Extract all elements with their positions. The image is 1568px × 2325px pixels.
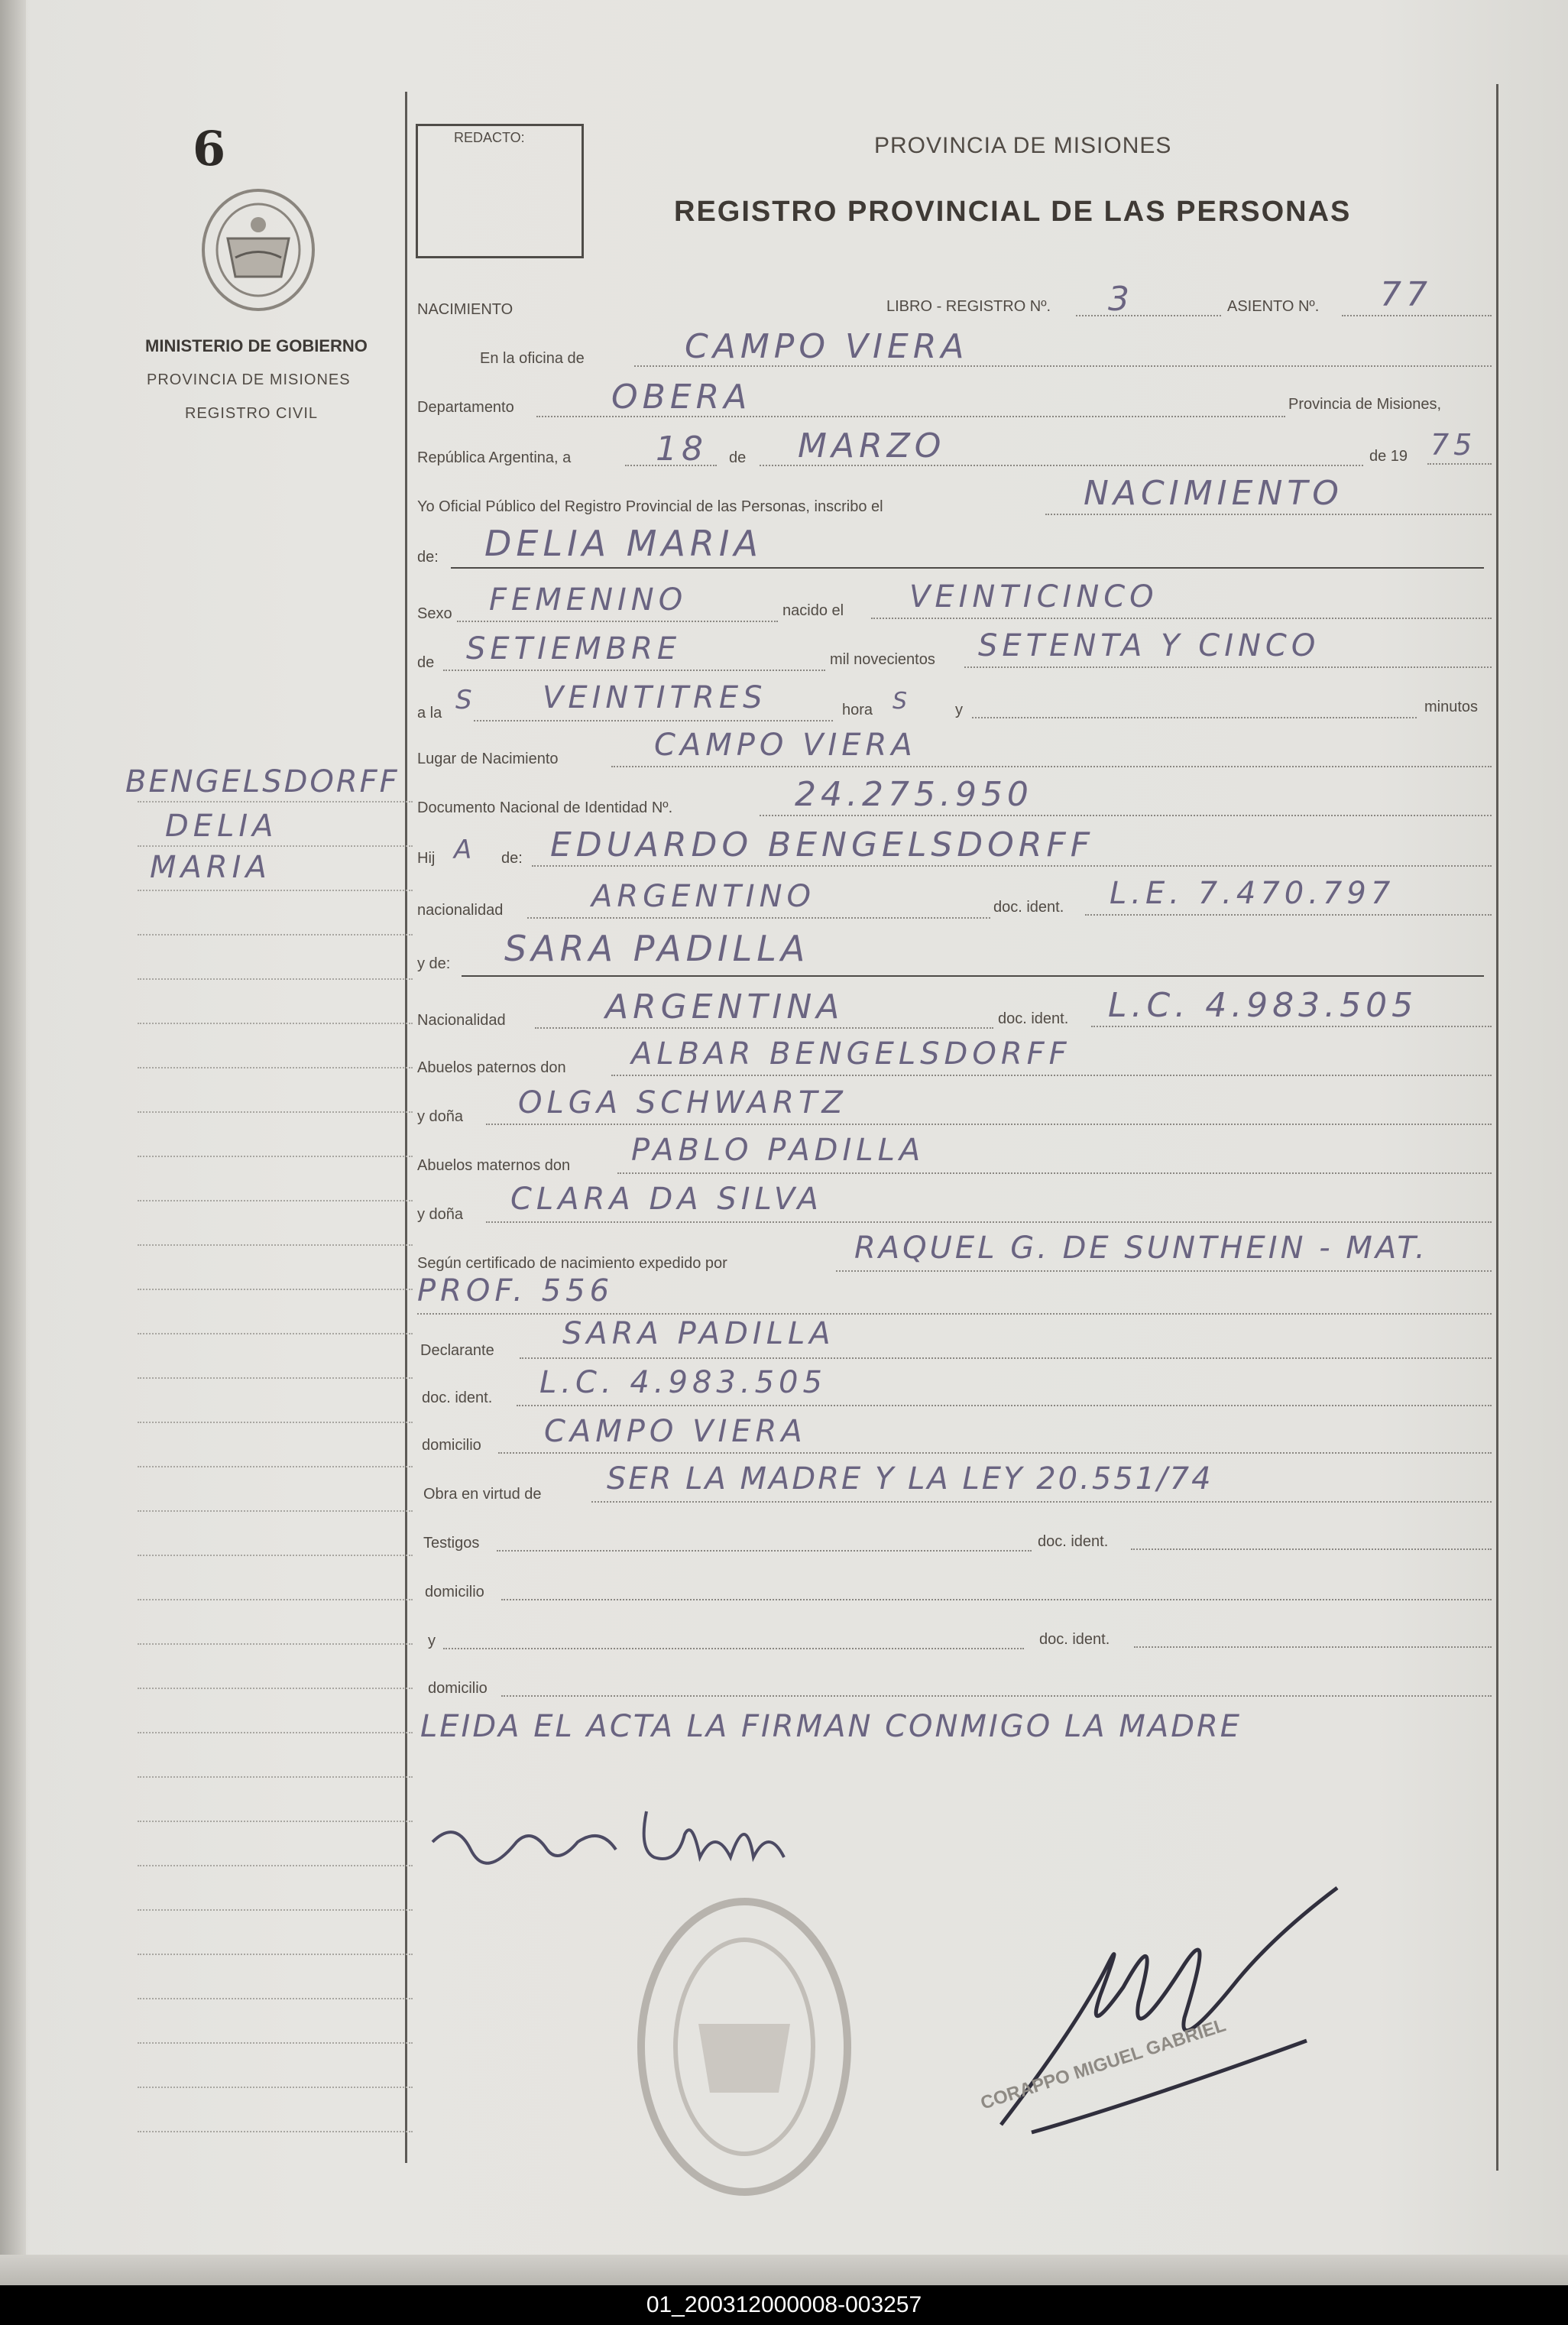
mil-value: SETENTA Y CINCO xyxy=(978,628,1320,663)
anio-label: de 19 xyxy=(1369,448,1408,465)
hij-de-label: de: xyxy=(501,850,523,867)
mil-label: mil novecientos xyxy=(830,651,935,668)
page-number: 6 xyxy=(193,121,226,177)
mes-nacimiento-value: SETIEMBRE xyxy=(466,631,682,666)
abuelos-paternos-label: Abuelos paternos don xyxy=(417,1059,566,1076)
y2-label: y xyxy=(428,1633,436,1649)
ministry-label: MINISTERIO DE GOBIERNO xyxy=(145,336,368,355)
nacido-value: VEINTICINCO xyxy=(909,579,1158,614)
right-margin-line xyxy=(1496,84,1498,2171)
abuelo-materno-value: PABLO PADILLA xyxy=(631,1133,925,1168)
declarante-signature xyxy=(425,1796,807,1888)
nacionalidad-padre-value: ARGENTINO xyxy=(591,879,815,914)
margin-note-name1: DELIA xyxy=(165,809,278,844)
book-spine xyxy=(0,0,26,2285)
y-de-label: y de: xyxy=(417,955,451,972)
oficina-label: En la oficina de xyxy=(480,350,585,367)
province-label: PROVINCIA DE MISIONES xyxy=(147,371,351,388)
lugar-value: CAMPO VIERA xyxy=(654,728,917,763)
certificado-label: Según certificado de nacimiento expedido por xyxy=(417,1255,727,1272)
libro-label: LIBRO - REGISTRO Nº. xyxy=(886,298,1051,315)
abuela-paterna-value: OLGA SCHWARTZ xyxy=(518,1085,847,1120)
page-bottom-edge xyxy=(0,2255,1568,2285)
domicilio3-label: domicilio xyxy=(428,1680,488,1697)
lugar-label: Lugar de Nacimiento xyxy=(417,751,559,767)
mother-separator xyxy=(462,975,1484,977)
dni-label: Documento Nacional de Identidad Nº. xyxy=(417,799,673,816)
abuelo-paterno-value: ALBAR BENGELSDORFF xyxy=(631,1036,1071,1072)
departamento-value: OBERA xyxy=(611,378,752,417)
y-dona-materna-label: y doña xyxy=(417,1206,464,1223)
officer-signature xyxy=(986,1873,1383,2163)
testigos-label: Testigos xyxy=(423,1535,480,1552)
hij-suffix: A xyxy=(454,835,477,865)
left-margin-line xyxy=(405,92,407,2163)
doc-padre-value: L.E. 7.470.797 xyxy=(1110,876,1395,911)
departamento-label: Departamento xyxy=(417,399,514,416)
de-mes-label: de xyxy=(417,654,435,671)
officer-stamp: CORAPPO MIGUEL GABRIEL xyxy=(978,2015,1229,2114)
redacto-label: REDACTO: xyxy=(454,130,525,145)
de-nombre-label: de: xyxy=(417,549,439,566)
sexo-value: FEMENINO xyxy=(489,582,688,618)
oficina-value: CAMPO VIERA xyxy=(685,327,969,366)
domicilio-testigo-label: domicilio xyxy=(425,1584,484,1600)
doc-madre-value: L.C. 4.983.505 xyxy=(1108,986,1418,1025)
dni-value: 24.275.950 xyxy=(795,775,1033,814)
certificado-value-2: PROF. 556 xyxy=(417,1273,614,1308)
year-value: 75 xyxy=(1430,428,1477,462)
madre-value: SARA PADILLA xyxy=(504,928,810,969)
minutos-label: minutos xyxy=(1424,699,1479,715)
doc-ident-madre-label: doc. ident. xyxy=(998,1010,1069,1027)
nacionalidad2-label: Nacionalidad xyxy=(417,1012,506,1029)
hora-label: hora xyxy=(842,702,873,718)
abuela-materna-value: CLARA DA SILVA xyxy=(510,1182,823,1217)
registry-title: REGISTRO PROVINCIAL DE LAS PERSONAS xyxy=(674,196,1352,228)
hora-suffix: S xyxy=(893,688,912,715)
registro-civil-label: REGISTRO CIVIL xyxy=(185,405,319,422)
nombre-value: DELIA MARIA xyxy=(484,523,763,564)
y-dona-label: y doña xyxy=(417,1108,464,1125)
day-value: 18 xyxy=(656,430,708,469)
libro-value: 3 xyxy=(1108,280,1134,319)
doc-ident3-label: doc. ident. xyxy=(1039,1631,1110,1648)
hora-value: VEINTITRES xyxy=(543,680,767,715)
image-caption: 01_200312000008-003257 xyxy=(0,2285,1568,2325)
nacido-label: nacido el xyxy=(782,602,844,619)
republica-label: República Argentina, a xyxy=(417,449,572,466)
doc-ident-declarante-label: doc. ident. xyxy=(422,1389,493,1406)
oficial-label: Yo Oficial Público del Registro Provincial de las Personas, inscribo el xyxy=(417,498,883,515)
a-la-suffix: S xyxy=(455,685,477,715)
declarante-doc-value: L.C. 4.983.505 xyxy=(539,1365,827,1400)
doc-ident-label: doc. ident. xyxy=(993,899,1064,916)
abuelos-maternos-label: Abuelos maternos don xyxy=(417,1157,571,1174)
sexo-label: Sexo xyxy=(417,605,452,622)
official-seal xyxy=(630,1886,859,2207)
obra-value: SER LA MADRE Y LA LEY 20.551/74 xyxy=(607,1461,1213,1496)
nacimiento-label: NACIMIENTO xyxy=(417,301,513,318)
margin-note-name2: MARIA xyxy=(150,850,271,885)
y-label: y xyxy=(955,702,963,718)
province-title: PROVINCIA DE MISIONES xyxy=(874,133,1172,158)
margin-note-surname: BENGELSDORFF xyxy=(125,764,400,799)
hij-label: Hij xyxy=(417,850,436,867)
a-la-label: a la xyxy=(417,705,442,721)
nacionalidad-madre-value: ARGENTINA xyxy=(605,987,844,1026)
asiento-value: 77 xyxy=(1380,275,1432,314)
de-label: de xyxy=(729,449,747,466)
declarante-value: SARA PADILLA xyxy=(562,1316,835,1351)
closing-text: LEIDA EL ACTA LA FIRMAN CONMIGO LA MADRE xyxy=(420,1709,1242,1744)
testigos-doc-label: doc. ident. xyxy=(1038,1533,1109,1550)
obra-label: Obra en virtud de xyxy=(423,1486,542,1503)
acto-value: NACIMIENTO xyxy=(1084,474,1343,513)
nacionalidad-label: nacionalidad xyxy=(417,902,504,919)
domicilio-value: CAMPO VIERA xyxy=(544,1414,807,1449)
domicilio-label: domicilio xyxy=(422,1437,481,1454)
certificado-value: RAQUEL G. DE SUNTHEIN - MAT. xyxy=(854,1231,1428,1266)
declarante-label: Declarante xyxy=(420,1342,494,1359)
asiento-label: ASIENTO Nº. xyxy=(1227,298,1320,315)
month-value: MARZO xyxy=(798,426,946,465)
padre-value: EDUARDO BENGELSDORFF xyxy=(550,825,1095,864)
coat-of-arms-seal xyxy=(197,185,319,315)
name-separator xyxy=(451,567,1484,569)
provincia-label: Provincia de Misiones, xyxy=(1288,396,1442,413)
